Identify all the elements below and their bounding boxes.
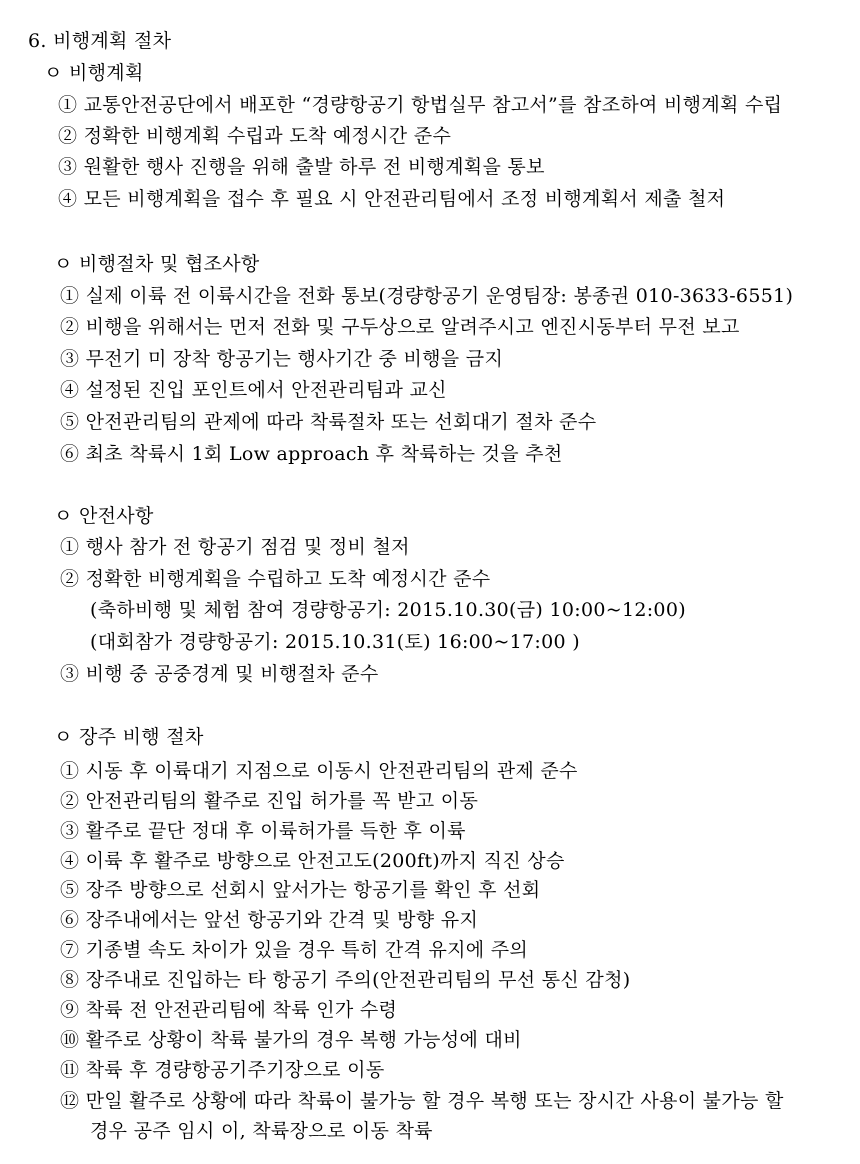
list-item: ③ 활주로 끝단 정대 후 이륙허가를 득한 후 이륙 bbox=[60, 820, 466, 842]
section-heading-flight-plan: ㅇ 비행계획 bbox=[44, 62, 144, 84]
list-item: ⑧ 장주내로 진입하는 타 항공기 주의(안전관리팀의 무선 통신 감청) bbox=[60, 969, 631, 991]
section-heading-flight-procedure: ㅇ 비행절차 및 협조사항 bbox=[54, 253, 260, 275]
list-item: ⑥ 장주내에서는 앞선 항공기와 간격 및 방향 유지 bbox=[60, 909, 479, 931]
list-item: ④ 설정된 진입 포인트에서 안전관리팀과 교신 bbox=[60, 379, 447, 401]
list-item: ⑩ 활주로 상황이 착륙 불가의 경우 복행 가능성에 대비 bbox=[60, 1029, 522, 1051]
list-item: ③ 원활한 행사 진행을 위해 출발 하루 전 비행계획을 통보 bbox=[58, 156, 545, 178]
list-item: ④ 모든 비행계획을 접수 후 필요 시 안전관리팀에서 조정 비행계획서 제출 철저 bbox=[58, 188, 726, 210]
list-item: ⑤ 장주 방향으로 선회시 앞서가는 항공기를 확인 후 선회 bbox=[60, 879, 541, 901]
list-item: ② 안전관리팀의 활주로 진입 허가를 꼭 받고 이동 bbox=[60, 790, 479, 812]
list-item: ② 비행을 위해서는 먼저 전화 및 구두상으로 알려주시고 엔진시동부터 무전 보고 bbox=[60, 316, 740, 338]
list-item: ⑤ 안전관리팀의 관제에 따라 착륙절차 또는 선회대기 절차 준수 bbox=[60, 411, 597, 433]
list-item-note: (축하비행 및 체험 참여 경량항공기: 2015.10.30(금) 10:00~12:00) bbox=[90, 599, 686, 621]
list-item: ⑫ 만일 활주로 상황에 따라 착륙이 불가능 할 경우 복행 또는 장시간 사용이 불가능 할 bbox=[60, 1090, 784, 1112]
list-item: ⑨ 착륙 전 안전관리팀에 착륙 인가 수령 bbox=[60, 999, 398, 1021]
list-item: ③ 무전기 미 장착 항공기는 행사기간 중 비행을 금지 bbox=[60, 348, 504, 370]
list-item: ② 정확한 비행계획을 수립하고 도착 예정시간 준수 bbox=[60, 568, 491, 590]
list-item: ② 정확한 비행계획 수립과 도착 예정시간 준수 bbox=[58, 125, 452, 147]
document-title: 6. 비행계획 절차 bbox=[28, 30, 172, 52]
list-item: ① 시동 후 이륙대기 지점으로 이동시 안전관리팀의 관제 준수 bbox=[60, 760, 578, 782]
list-item: ① 행사 참가 전 항공기 점검 및 정비 철저 bbox=[60, 536, 410, 558]
list-item-continuation: 경우 공주 임시 이, 착륙장으로 이동 착륙 bbox=[90, 1120, 433, 1142]
list-item: ⑪ 착륙 후 경량항공기주기장으로 이동 bbox=[60, 1059, 385, 1081]
list-item-note: (대회참가 경량항공기: 2015.10.31(토) 16:00~17:00 ) bbox=[90, 631, 580, 653]
list-item: ④ 이륙 후 활주로 방향으로 안전고도(200ft)까지 직진 상승 bbox=[60, 850, 565, 872]
list-item: ① 실제 이륙 전 이륙시간을 전화 통보(경량항공기 운영팀장: 봉종권 010-3633-6551) bbox=[60, 285, 794, 307]
list-item: ⑥ 최초 착륙시 1회 Low approach 후 착륙하는 것을 추천 bbox=[60, 443, 563, 465]
section-heading-pattern-procedure: ㅇ 장주 비행 절차 bbox=[54, 726, 204, 748]
list-item: ① 교통안전공단에서 배포한 “경량항공기 항법실무 참고서”를 참조하여 비행계획 수립 bbox=[58, 94, 783, 116]
list-item: ③ 비행 중 공중경계 및 비행절차 준수 bbox=[60, 663, 379, 685]
section-heading-safety: ㅇ 안전사항 bbox=[54, 505, 154, 527]
list-item: ⑦ 기종별 속도 차이가 있을 경우 특히 간격 유지에 주의 bbox=[60, 939, 529, 961]
